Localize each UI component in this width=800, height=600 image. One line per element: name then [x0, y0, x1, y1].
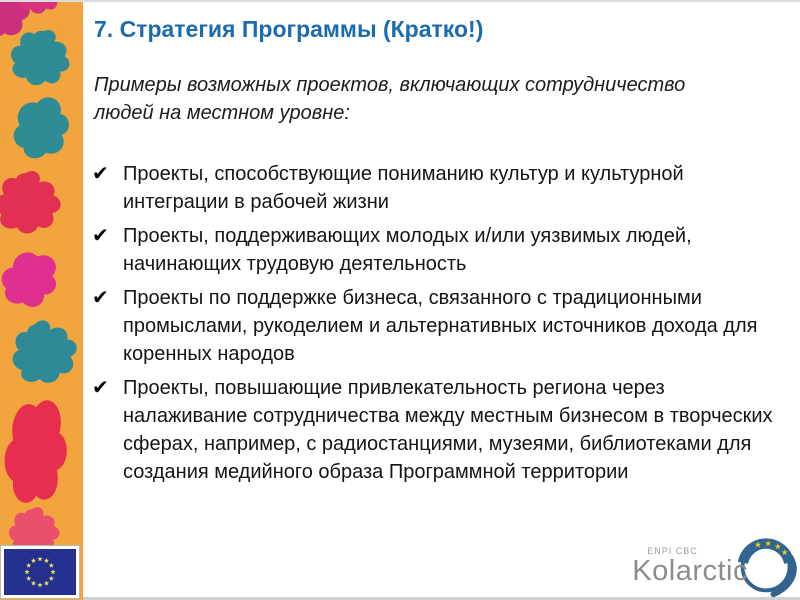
- list-item: [92, 222, 792, 278]
- list-item: [92, 160, 792, 216]
- logo-name-label: Kolarctic: [632, 555, 748, 587]
- kolarctic-logo-text: [632, 546, 748, 586]
- list-item: [92, 374, 792, 486]
- slide-top-edge: [0, 0, 800, 2]
- page-title: 7. Стратегия Программы (Кратко!): [94, 16, 484, 42]
- decorative-sidebar: [0, 0, 83, 600]
- bullet-text: Проекты, способствующие пониманию культур и культурной интеграции в рабочей жизни: [123, 162, 684, 213]
- bullet-text: Проекты, повышающие привлекательность региона через налаживание сотрудничества между местным бизнесом в творческих сферах, например, с радиостанциями, музеями, библиотеками для создания медийного образа Программной территории: [123, 376, 773, 483]
- checkmark-icon: ✔: [92, 160, 109, 185]
- eu-flag-stars: [4, 549, 76, 595]
- logo-program-label: ENPI CBC: [647, 546, 698, 556]
- bullet-list: [92, 160, 792, 486]
- checkmark-icon: ✔: [92, 284, 109, 309]
- slide-subtitle: Примеры возможных проектов, включающих сотрудничество людей на местном уровне:: [94, 73, 686, 124]
- checkmark-icon: ✔: [92, 222, 109, 247]
- bullet-text: Проекты по поддержке бизнеса, связанного с традиционными промыслами, рукоделием и альтернативных источников дохода для коренных народов: [123, 286, 758, 365]
- slide-content: [92, 0, 794, 492]
- list-item: [92, 284, 792, 368]
- eu-flag: [1, 546, 79, 598]
- checkmark-icon: ✔: [92, 374, 109, 399]
- kolarctic-logo: [632, 532, 798, 598]
- bullet-text: Проекты, поддерживающих молодых и/или уязвимых людей, начинающих трудовую деятельность: [123, 224, 692, 275]
- children-figures-collage: [0, 0, 83, 548]
